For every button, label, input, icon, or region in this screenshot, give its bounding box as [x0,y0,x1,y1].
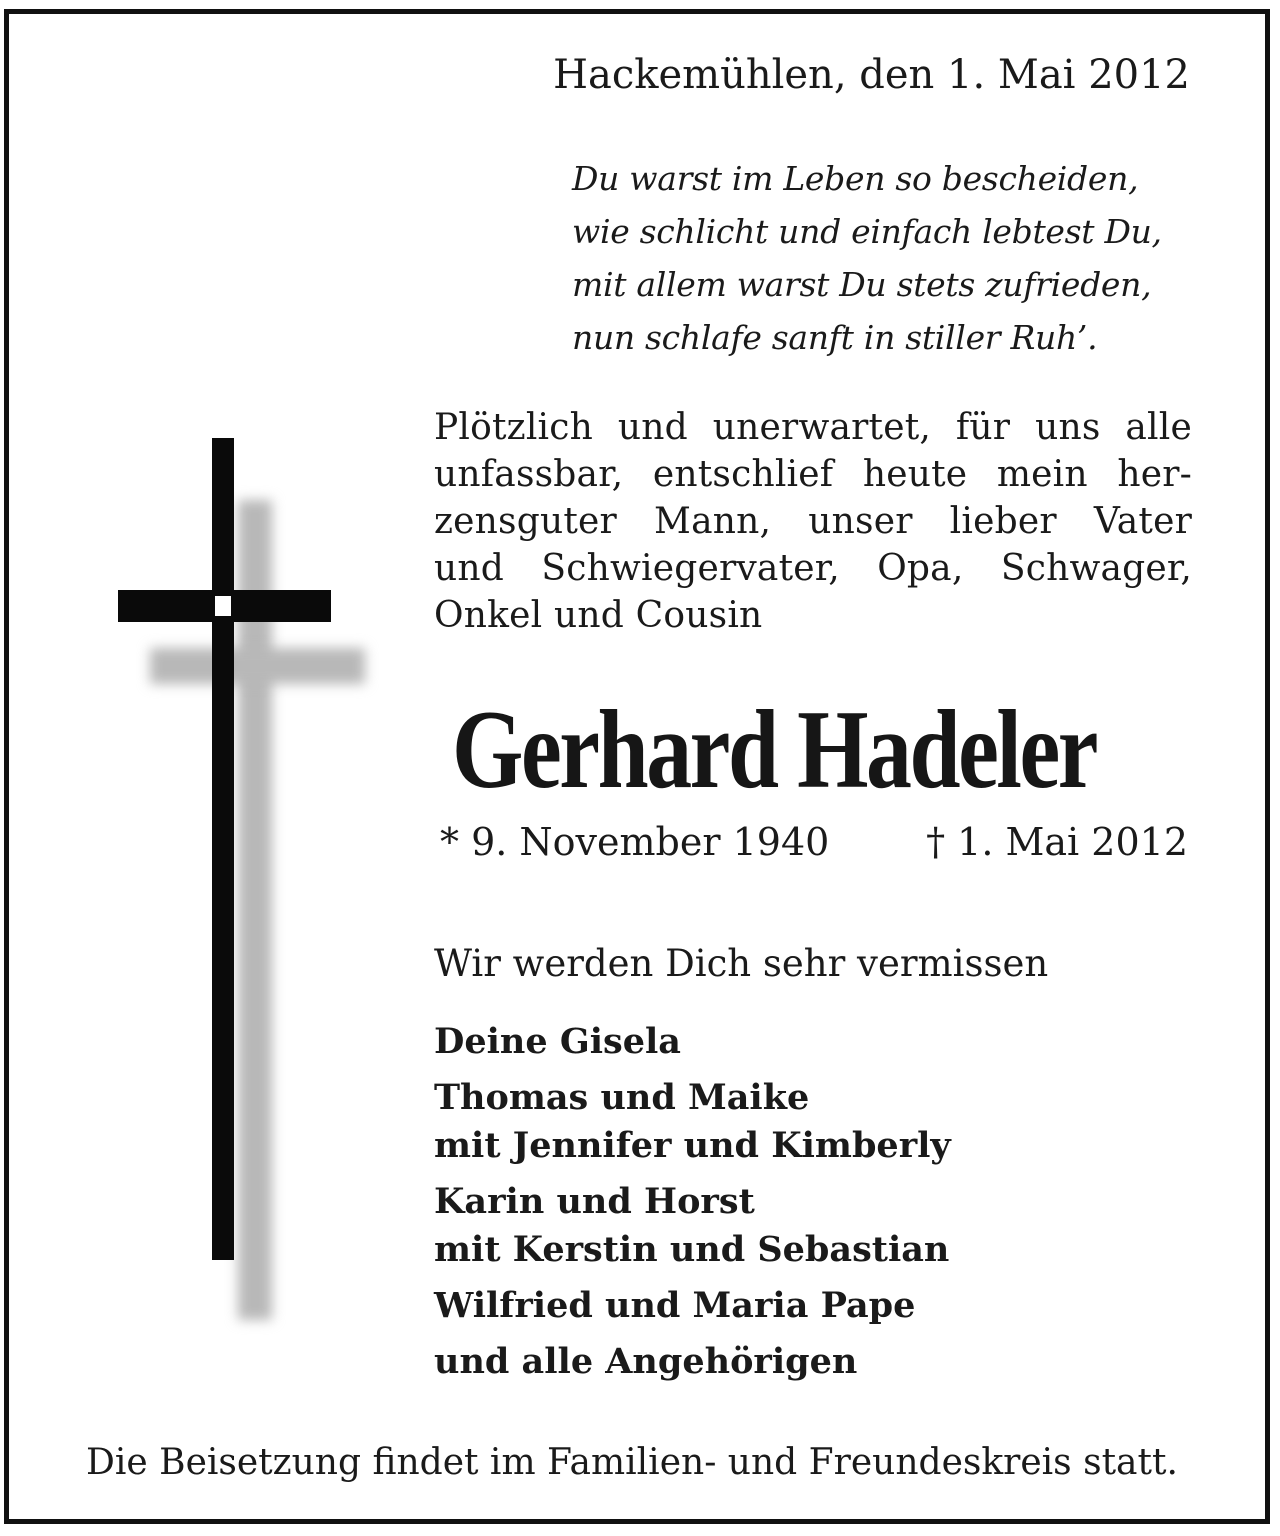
mourner-group [434,1178,951,1274]
cross-shadow-horizontal [150,648,365,684]
cross-shadow-vertical [238,500,272,1320]
place-date: Hackemühlen, den 1. Mai 2012 [553,52,1190,98]
funeral-note: Die Beisetzung findet im Familien- und Freundeskreis statt. [86,1442,1178,1483]
mourner-line: Thomas und Maike [434,1077,810,1118]
mourners-list [434,1018,951,1394]
mourner-group [434,1282,951,1330]
death-date: † 1. Mai 2012 [926,820,1188,864]
mourner-group [434,1018,951,1066]
intro-line: unfassbar, entschlief heute mein her- [434,454,1192,495]
poem-line: Du warst im Leben so bescheiden, [572,159,1139,198]
poem-line: nun schlafe sanft in stiller Ruh’. [572,318,1098,357]
cross-center-highlight [215,596,231,616]
poem [572,152,1162,364]
mourner-line: Wilfried und Maria Pape [434,1285,916,1326]
intro-line: Onkel und Cousin [434,595,763,636]
deceased-name: Gerhard Hadeler [452,688,1097,812]
poem-line: mit allem warst Du stets zufrieden, [572,265,1152,304]
mourner-line: mit Jennifer und Kimberly [434,1125,951,1166]
intro-line: zensguter Mann, unser lieber Vater [434,501,1192,542]
mourner-line: Deine Gisela [434,1021,681,1062]
intro-line: Plötzlich und unerwartet, für uns alle [434,407,1192,448]
poem-line: wie schlicht und einfach lebtest Du, [572,212,1162,251]
intro-paragraph [434,404,1192,639]
mourner-line: und alle Angehörigen [434,1341,858,1382]
closing-line: Wir werden Dich sehr vermissen [434,942,1049,985]
cross-vertical-beam [212,438,234,1260]
mourner-line: mit Kerstin und Sebastian [434,1229,950,1270]
mourner-group [434,1074,951,1170]
intro-line: und Schwiegervater, Opa, Schwager, [434,548,1192,589]
birth-date: * 9. November 1940 [440,820,830,864]
mourner-line: Karin und Horst [434,1181,755,1222]
mourner-group [434,1338,951,1386]
